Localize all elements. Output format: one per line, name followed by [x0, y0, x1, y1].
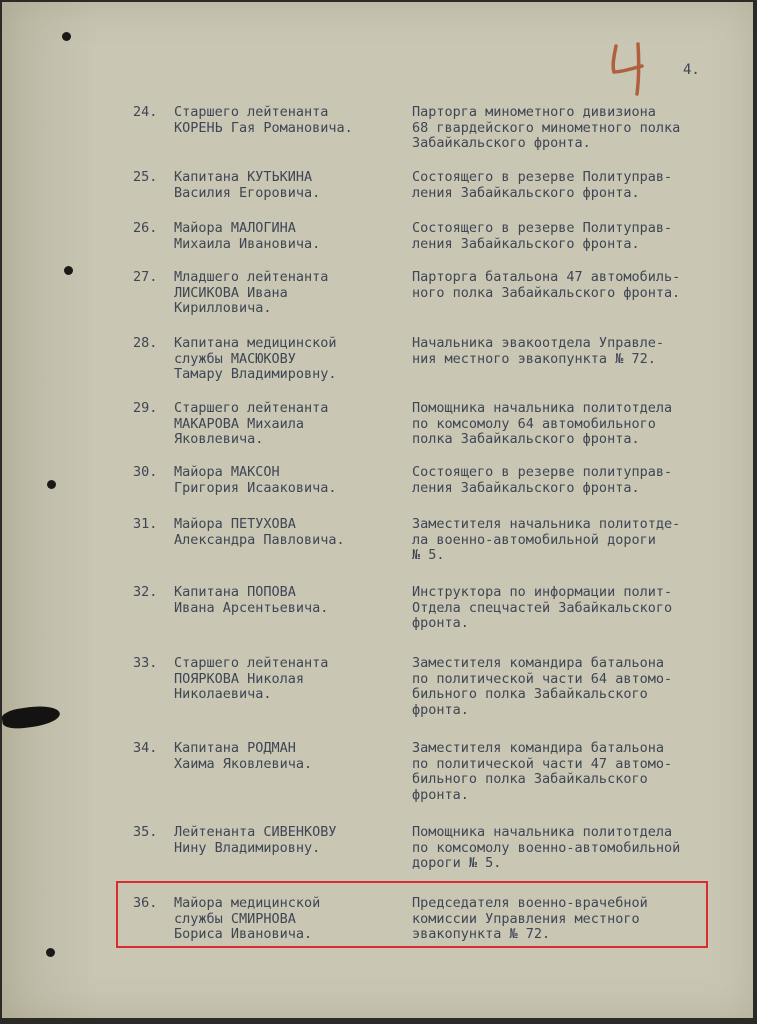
position-line: фронта.: [412, 701, 469, 718]
entry-number: 33.: [133, 655, 158, 671]
recipient-position: [412, 105, 747, 152]
name-line: Старшего лейтенанта: [174, 655, 329, 671]
recipient-name: [174, 585, 400, 616]
name-line: Майора МАЛОГИНА: [174, 220, 296, 236]
position-line: бильного полка Забайкальского: [412, 686, 648, 702]
recipient-name: [174, 656, 400, 703]
entry-number: 24.: [133, 104, 158, 120]
name-line: Александра Павловича.: [174, 531, 345, 548]
document-page: [2, 2, 753, 1018]
position-line: бильного полка Забайкальского: [412, 771, 648, 787]
name-line: Старшего лейтенанта: [174, 400, 329, 416]
page-number: 4.: [683, 62, 700, 78]
entry-number: 34.: [133, 740, 158, 756]
position-line: комиссии Управления местного: [412, 910, 640, 927]
position-line: 68 гвардейского минометного полка: [412, 119, 681, 136]
recipient-name: [174, 270, 400, 317]
name-line: Хаима Яковлевича.: [174, 755, 313, 772]
position-line: Отдела спецчастей Забайкальского: [412, 599, 673, 616]
position-line: по комсомолу военно-автомобильной: [412, 839, 681, 856]
recipient-position: [412, 517, 747, 564]
position-line: по политической части 64 автомо-: [412, 670, 673, 687]
name-line: службы СМИРНОВА: [174, 910, 296, 927]
recipient-name: [174, 105, 400, 136]
entry-number: 36.: [133, 895, 158, 911]
recipient-position: [412, 465, 747, 496]
position-line: ла военно-автомобильной дороги: [412, 531, 656, 548]
recipient-name: [174, 741, 400, 772]
position-line: Инструктора по информации полит-: [412, 584, 673, 600]
position-line: Заместителя командира батальона: [412, 655, 664, 671]
position-line: Парторга минометного дивизиона: [412, 104, 656, 120]
entry-number: 29.: [133, 400, 158, 416]
name-line: Майора МАКСОН: [174, 464, 280, 480]
recipient-name: [174, 221, 400, 252]
name-line: КОРЕНЬ Гая Романовича.: [174, 119, 353, 136]
position-line: Состоящего в резерве политуправ-: [412, 464, 673, 480]
entry-number: 27.: [133, 269, 158, 285]
position-line: Председателя военно-врачебной: [412, 895, 648, 911]
position-line: ления Забайкальского фронта.: [412, 479, 640, 496]
recipient-position: [412, 270, 747, 301]
name-line: Яковлевича.: [174, 431, 264, 447]
recipient-position: [412, 170, 747, 201]
recipient-name: [174, 401, 400, 448]
position-line: эвакопункта № 72.: [412, 926, 551, 942]
page-margin: [2, 2, 97, 1018]
name-line: Тамару Владимировну.: [174, 366, 337, 382]
position-line: ления Забайкальского фронта.: [412, 235, 640, 252]
name-line: МАКАРОВА Михаила: [174, 415, 305, 432]
punch-hole: [47, 480, 56, 489]
recipient-position: [412, 741, 747, 803]
position-line: Заместителя начальника политотде-: [412, 516, 681, 532]
name-line: Лейтенанта СИВЕНКОВУ: [174, 824, 337, 840]
recipient-position: [412, 656, 747, 718]
position-line: по политической части 47 автомо-: [412, 755, 673, 772]
position-line: Помощника начальника политотдела: [412, 824, 673, 840]
entry-number: 26.: [133, 220, 158, 236]
name-line: Капитана РОДМАН: [174, 740, 296, 756]
name-line: Ивана Арсентьевича.: [174, 599, 329, 616]
position-line: Забайкальского фронта.: [412, 135, 591, 151]
name-line: Старшего лейтенанта: [174, 104, 329, 120]
position-line: по комсомолу 64 автомобильного: [412, 415, 656, 432]
recipient-position: [412, 825, 747, 872]
recipient-position: [412, 401, 747, 448]
name-line: Михаила Ивановича.: [174, 235, 321, 252]
recipient-name: [174, 517, 400, 548]
name-line: Майора медицинской: [174, 895, 321, 911]
name-line: Капитана ПОПОВА: [174, 584, 296, 600]
entry-number: 32.: [133, 584, 158, 600]
name-line: Младшего лейтенанта: [174, 269, 329, 285]
position-line: Состоящего в резерве Политуправ-: [412, 220, 673, 236]
handwritten-mark: [608, 42, 650, 96]
name-line: Майора ПЕТУХОВА: [174, 516, 296, 532]
recipient-position: [412, 336, 747, 367]
recipient-name: [174, 170, 400, 201]
name-line: Капитана КУТЬКИНА: [174, 169, 313, 185]
position-line: фронта.: [412, 786, 469, 803]
entry-number: 31.: [133, 516, 158, 532]
position-line: ного полка Забайкальского фронта.: [412, 284, 681, 301]
recipient-position: [412, 221, 747, 252]
name-line: Кирилловича.: [174, 300, 272, 316]
position-line: № 5.: [412, 547, 445, 563]
recipient-name: [174, 825, 400, 856]
recipient-position: [412, 585, 747, 632]
recipient-name: [174, 465, 400, 496]
position-line: Начальника эвакоотдела Управле-: [412, 335, 664, 351]
position-line: дороги № 5.: [412, 855, 502, 871]
punch-hole: [62, 32, 71, 41]
recipient-name: [174, 336, 400, 383]
name-line: Григория Исааковича.: [174, 479, 337, 496]
name-line: Василия Егоровича.: [174, 184, 321, 201]
name-line: Капитана медицинской: [174, 335, 337, 351]
position-line: Заместителя командира батальона: [412, 740, 664, 756]
position-line: Состоящего в резерве Политуправ-: [412, 169, 673, 185]
name-line: ЛИСИКОВА Ивана: [174, 284, 288, 301]
entry-number: 35.: [133, 824, 158, 840]
position-line: ния местного эвакопункта № 72.: [412, 350, 656, 367]
punch-hole: [46, 948, 55, 957]
position-line: полка Забайкальского фронта.: [412, 431, 640, 447]
position-line: Парторга батальона 47 автомобиль-: [412, 269, 681, 285]
position-line: Помощника начальника политотдела: [412, 400, 673, 416]
highlight-box: [116, 881, 708, 948]
punch-hole: [64, 266, 73, 275]
name-line: Бориса Ивановича.: [174, 926, 313, 942]
entry-number: 25.: [133, 169, 158, 185]
name-line: службы МАСЮКОВУ: [174, 350, 296, 367]
entry-number: 28.: [133, 335, 158, 351]
name-line: ПОЯРКОВА Николая: [174, 670, 305, 687]
name-line: Николаевича.: [174, 686, 272, 702]
entry-number: 30.: [133, 464, 158, 480]
name-line: Нину Владимировну.: [174, 839, 321, 856]
position-line: фронта.: [412, 615, 469, 631]
position-line: ления Забайкальского фронта.: [412, 184, 640, 201]
